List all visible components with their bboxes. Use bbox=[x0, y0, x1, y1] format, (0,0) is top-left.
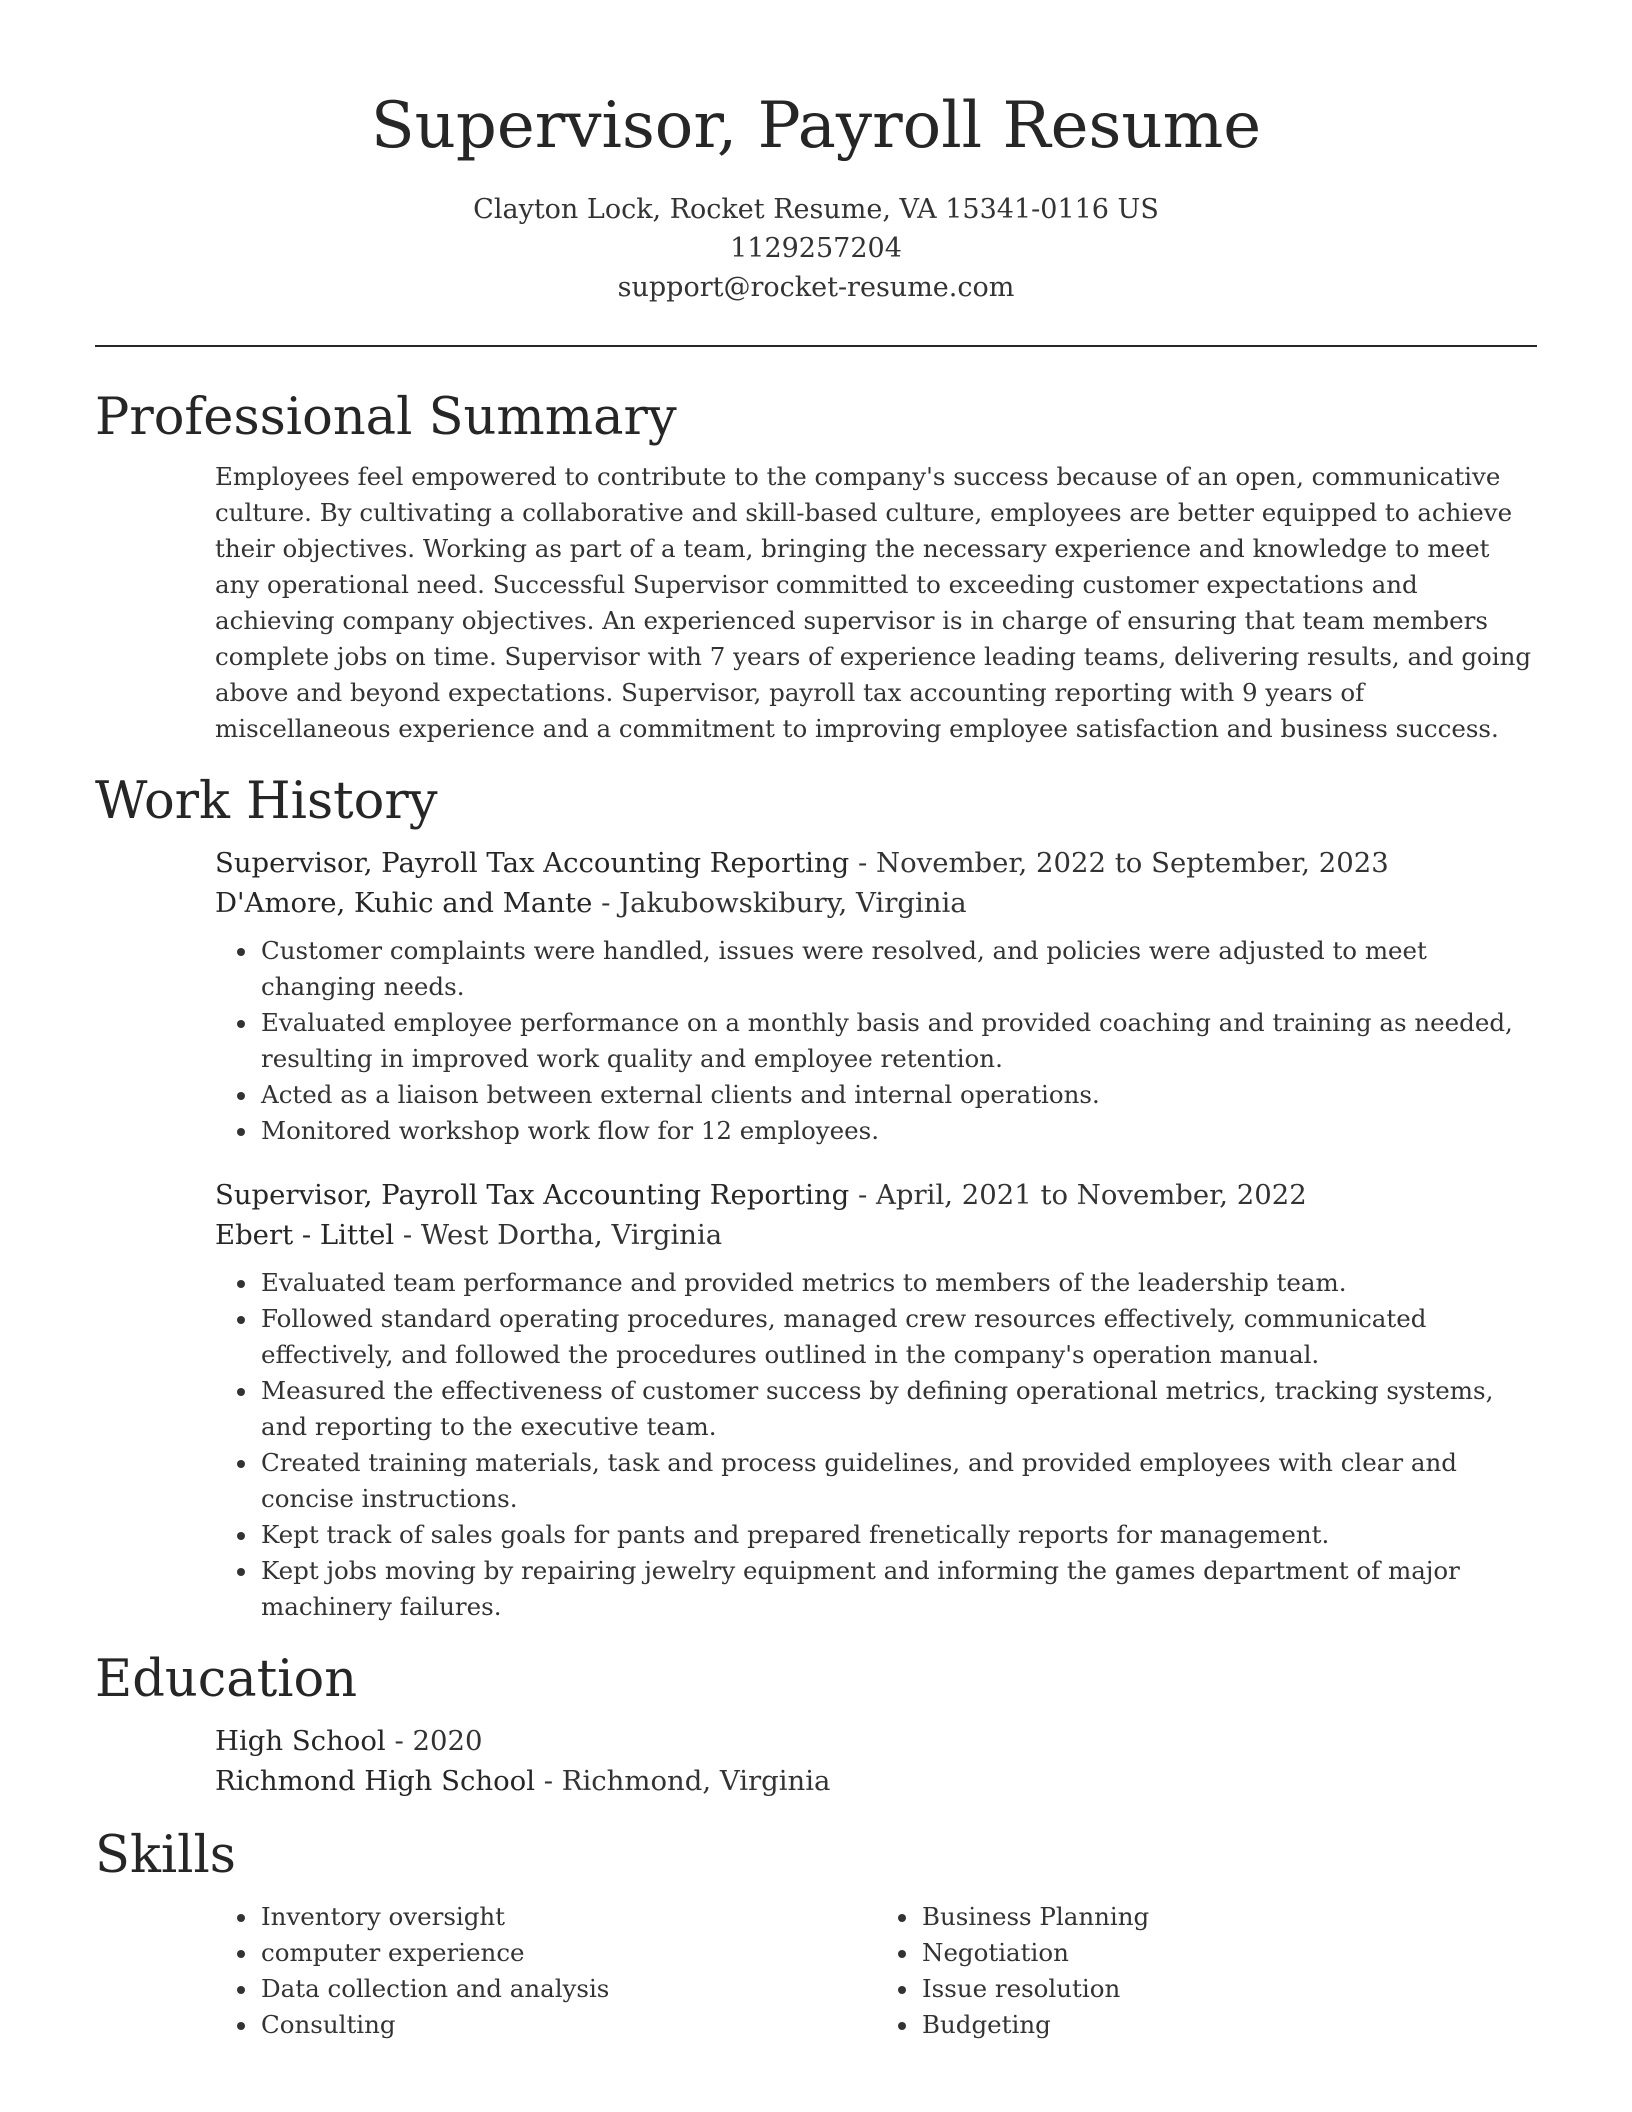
job-location: - West Dortha, Virginia bbox=[394, 1219, 723, 1251]
skills-body bbox=[215, 1889, 1537, 2043]
skill-item: • Business Planning bbox=[920, 1899, 1537, 1935]
job-bullets bbox=[215, 933, 1537, 1149]
education-year: - 2020 bbox=[385, 1725, 483, 1757]
job-title: Supervisor, Payroll Tax Accounting Reporting bbox=[215, 847, 850, 879]
job-dates: - April, 2021 to November, 2022 bbox=[849, 1179, 1307, 1211]
summary-heading: Professional Summary bbox=[95, 388, 677, 447]
contact-phone: 1129257204 bbox=[730, 233, 902, 264]
summary-section bbox=[95, 385, 1537, 747]
work-history-body bbox=[215, 843, 1537, 1625]
education-degree-line bbox=[215, 1721, 1537, 1761]
job-bullet: • Kept jobs moving by repairing jewelry equipment and informing the games department of major machinery failures. bbox=[259, 1553, 1537, 1625]
skill-item: • Issue resolution bbox=[920, 1971, 1537, 2007]
skills-list-left bbox=[215, 1899, 876, 2043]
job-bullet: • Kept track of sales goals for pants and prepared frenetically reports for management. bbox=[259, 1517, 1537, 1553]
skills-list-right bbox=[876, 1899, 1537, 2043]
job-bullet: • Measured the effectiveness of customer success by defining operational metrics, tracking systems, and reporting to the executive team. bbox=[259, 1373, 1537, 1445]
job-bullet: • Monitored workshop work flow for 12 employees. bbox=[259, 1113, 1537, 1149]
education-degree: High School bbox=[215, 1725, 386, 1757]
job-bullet: • Evaluated team performance and provided metrics to members of the leadership team. bbox=[259, 1265, 1537, 1301]
job-company: Ebert - Littel bbox=[215, 1219, 395, 1251]
resume-header bbox=[95, 0, 1537, 307]
skill-item: • Inventory oversight bbox=[259, 1899, 876, 1935]
job-company: D'Amore, Kuhic and Mante bbox=[215, 887, 593, 919]
contact-info bbox=[95, 190, 1537, 307]
summary-text: Employees feel empowered to contribute to the company's success because of an open, communicative culture. By cultivating a collaborative and skill-based culture, employees are better equipped to achieve their objectives. Working as part of a team, bringing the necessary experience and knowledge to meet any operational need. Successful Supervisor committed to exceeding customer expectations and achieving company objectives. An experienced supervisor is in charge of ensuring that team members complete jobs on time. Supervisor with 7 years of experience leading teams, delivering results, and going above and beyond expectations. Supervisor, payroll tax accounting reporting with 9 years of miscellaneous experience and a commitment to improving employee satisfaction and business success. bbox=[215, 462, 1532, 743]
contact-address: Clayton Lock, Rocket Resume, VA 15341-0116 US bbox=[473, 194, 1159, 225]
skill-item: • Budgeting bbox=[920, 2007, 1537, 2043]
job-bullet: • Created training materials, task and process guidelines, and provided employees with clear and concise instructions. bbox=[259, 1445, 1537, 1517]
education-heading: Education bbox=[95, 1650, 358, 1709]
skill-item: • Negotiation bbox=[920, 1935, 1537, 1971]
skill-item: • Data collection and analysis bbox=[259, 1971, 876, 2007]
job-entry bbox=[215, 1175, 1537, 1625]
skills-section bbox=[95, 1823, 1537, 2043]
education-body bbox=[215, 1721, 1537, 1801]
resume-title: Supervisor, Payroll Resume bbox=[370, 89, 1262, 163]
job-title: Supervisor, Payroll Tax Accounting Reporting bbox=[215, 1179, 850, 1211]
summary-body bbox=[215, 459, 1537, 747]
skill-item: • computer experience bbox=[259, 1935, 876, 1971]
job-bullet: • Evaluated employee performance on a monthly basis and provided coaching and training as needed, resulting in improved work quality and employee retention. bbox=[259, 1005, 1537, 1077]
skills-heading: Skills bbox=[95, 1826, 236, 1885]
job-entry bbox=[215, 843, 1537, 1149]
job-dates: - November, 2022 to September, 2023 bbox=[849, 847, 1389, 879]
job-bullets bbox=[215, 1265, 1537, 1625]
job-title-line bbox=[215, 843, 1537, 883]
education-school: Richmond High School bbox=[215, 1765, 535, 1797]
job-bullet: • Followed standard operating procedures, managed crew resources effectively, communicated effectively, and followed the procedures outlined in the company's operation manual. bbox=[259, 1301, 1537, 1373]
contact-email: support@rocket-resume.com bbox=[617, 272, 1015, 303]
job-title-line bbox=[215, 1175, 1537, 1215]
skill-item: • Consulting bbox=[259, 2007, 876, 2043]
education-section bbox=[95, 1647, 1537, 1801]
job-company-line bbox=[215, 1215, 1537, 1255]
education-school-line bbox=[215, 1761, 1537, 1801]
job-bullet: • Customer complaints were handled, issues were resolved, and policies were adjusted to meet changing needs. bbox=[259, 933, 1537, 1005]
education-location: - Richmond, Virginia bbox=[535, 1765, 831, 1797]
header-divider bbox=[95, 345, 1537, 347]
job-company-line bbox=[215, 883, 1537, 923]
job-bullet: • Acted as a liaison between external clients and internal operations. bbox=[259, 1077, 1537, 1113]
job-location: - Jakubowskibury, Virginia bbox=[592, 887, 967, 919]
work-history-heading: Work History bbox=[95, 772, 438, 831]
work-history-section bbox=[95, 769, 1537, 1625]
